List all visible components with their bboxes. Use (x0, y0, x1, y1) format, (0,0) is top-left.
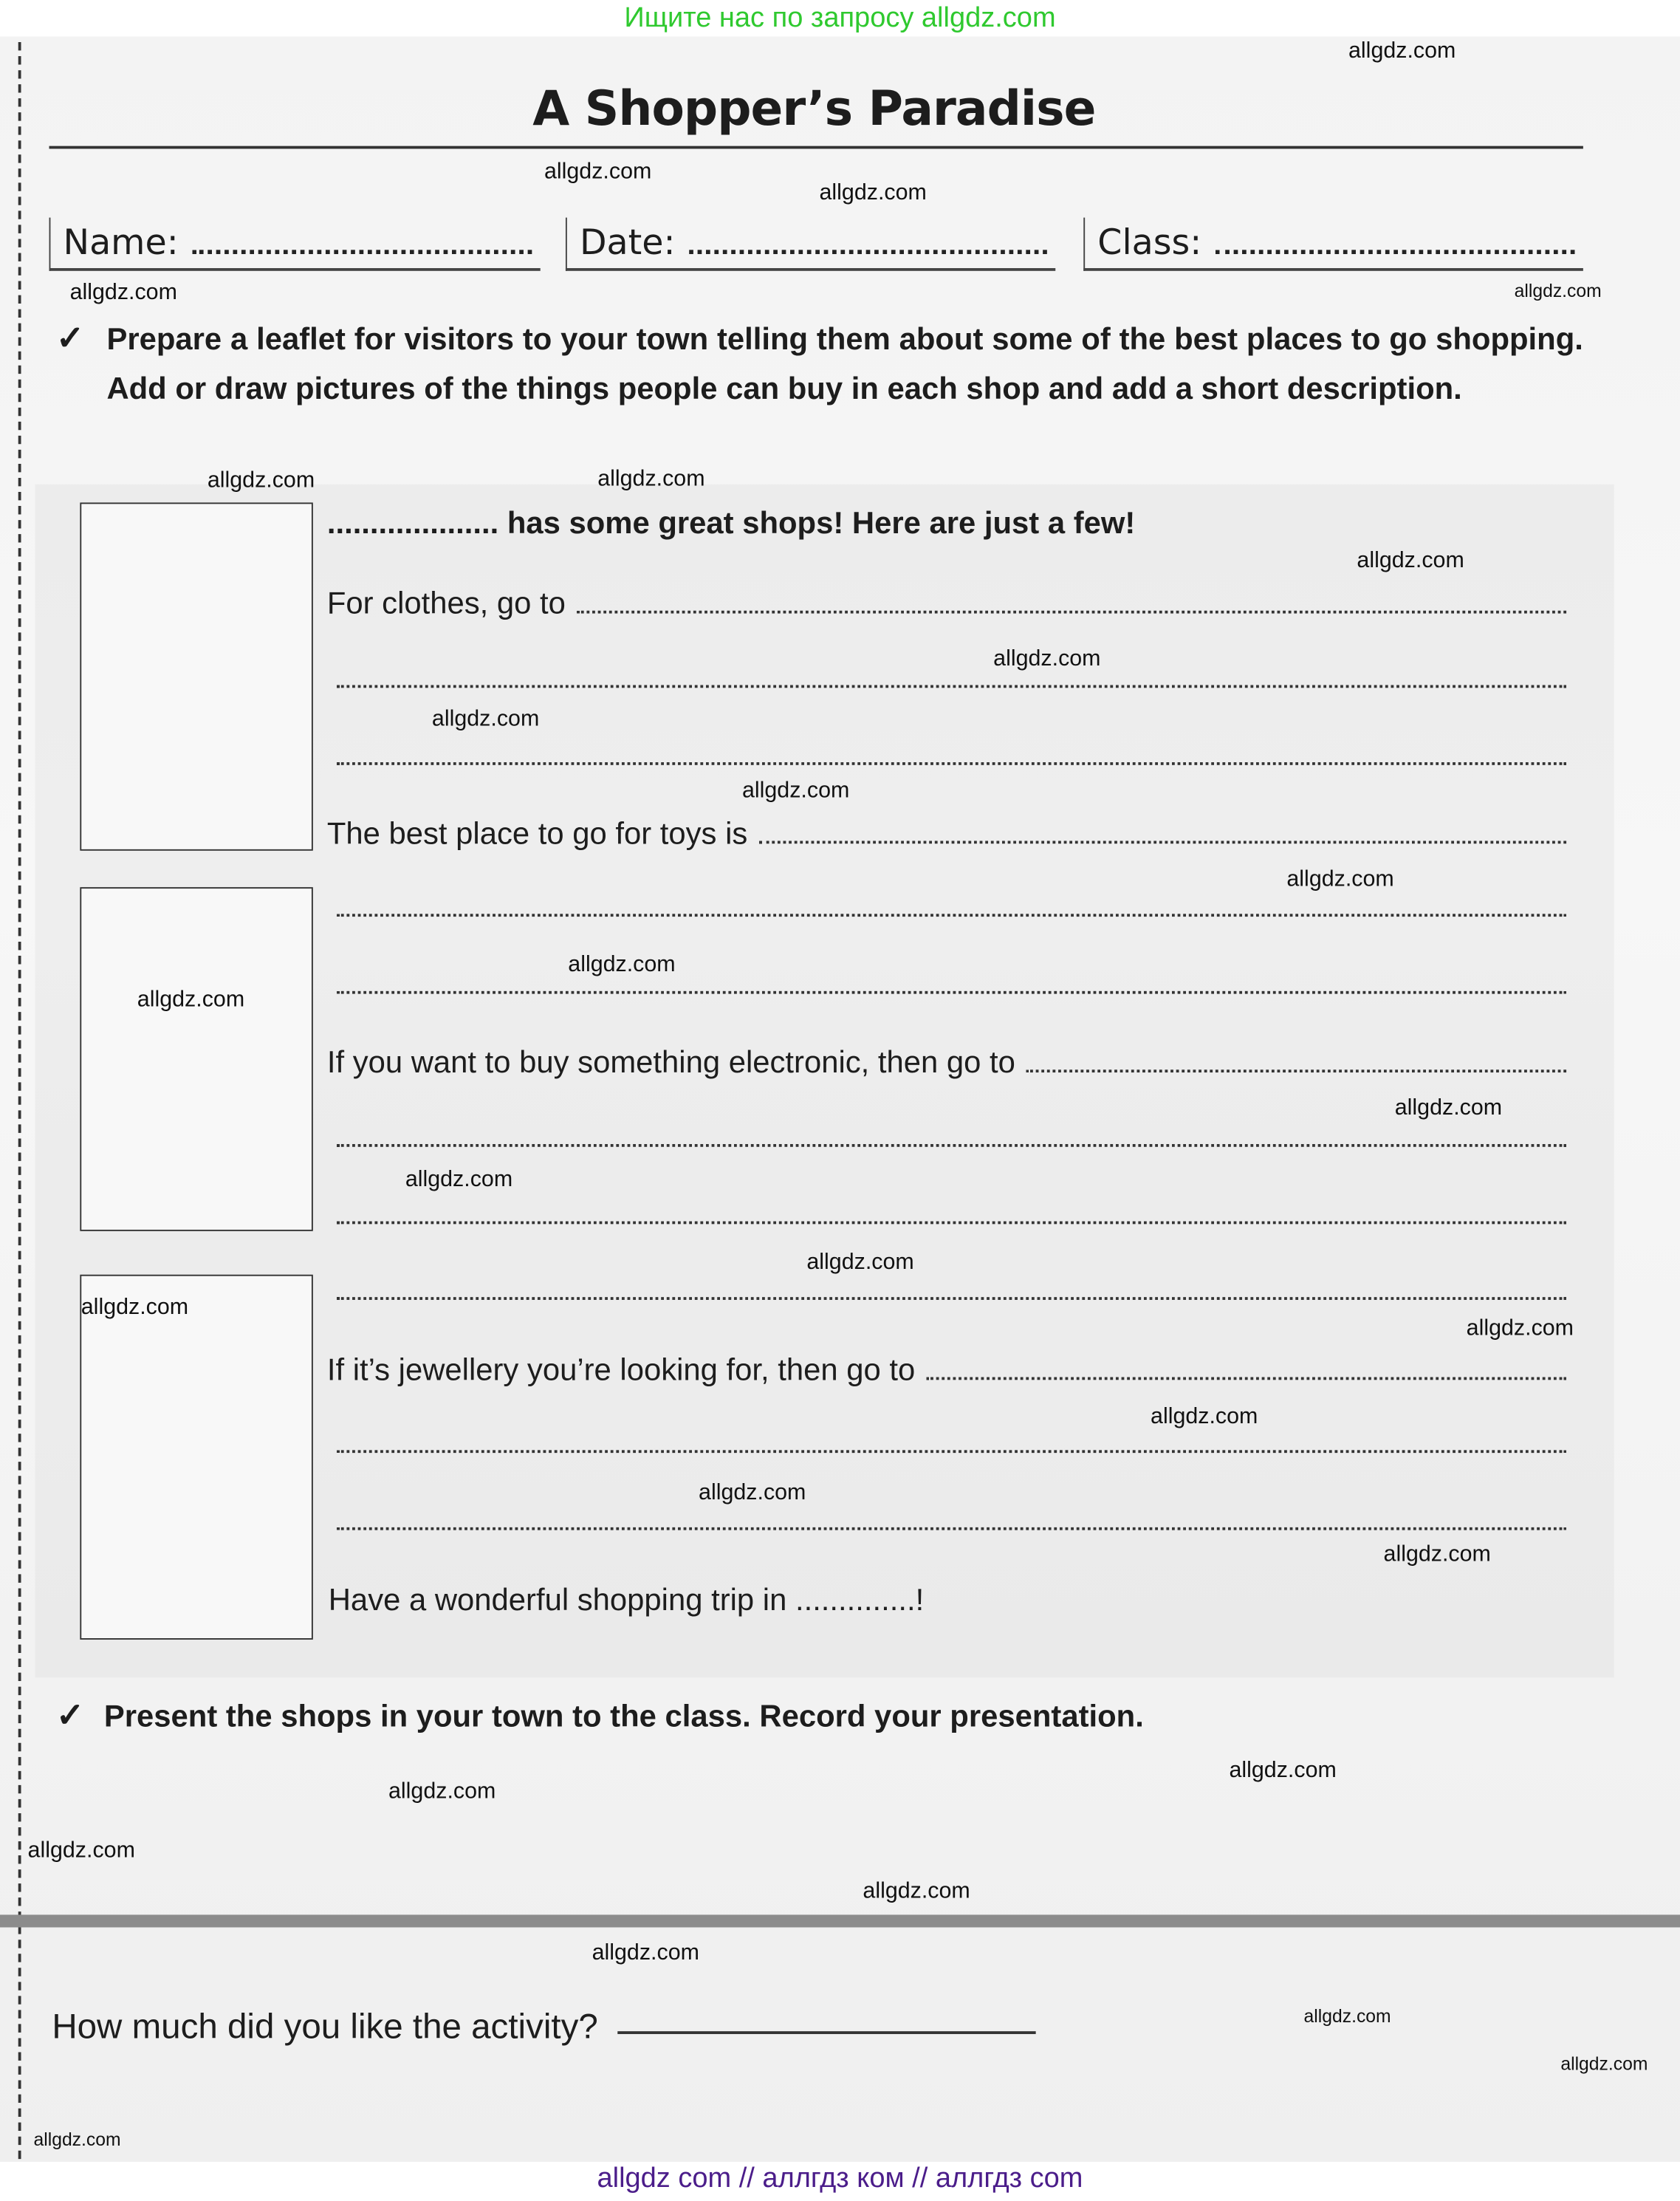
watermark: allgdz.com (33, 2129, 121, 2150)
watermark: allgdz.com (207, 468, 315, 493)
jewellery-blank[interactable] (926, 1377, 1566, 1380)
watermark: allgdz.com (568, 953, 676, 977)
watermark: allgdz.com (1348, 39, 1456, 64)
watermark: allgdz.com (405, 1168, 513, 1192)
watermark: allgdz.com (993, 647, 1101, 671)
watermark: allgdz.com (1303, 2005, 1391, 2027)
watermark: allgdz.com (1151, 1405, 1258, 1429)
electronic-blank[interactable] (1026, 1069, 1566, 1072)
present-text: Present the shops in your town to the class. Record your presentation. (103, 1698, 1144, 1734)
rating-text: How much did you like the activity? (52, 2007, 598, 2047)
toys-line[interactable] (327, 812, 1566, 852)
answer-line[interactable] (337, 1450, 1566, 1453)
clothes-line[interactable] (327, 583, 1566, 622)
watermark: allgdz.com (863, 1879, 970, 1904)
answer-line[interactable] (337, 991, 1566, 994)
watermark: allgdz.com (699, 1481, 806, 1505)
answer-line[interactable] (337, 685, 1566, 688)
watermark: allgdz.com (819, 181, 927, 205)
date-label: Date: (579, 222, 676, 263)
instruction (56, 315, 1583, 413)
electronic-prompt: If you want to buy something electronic, then go to (326, 1044, 1015, 1080)
name-blank[interactable] (193, 250, 532, 254)
watermark: allgdz.com (597, 467, 705, 492)
jewellery-line[interactable] (327, 1349, 1566, 1388)
watermark: allgdz.com (1560, 2053, 1648, 2075)
town-blank[interactable]: .................... (326, 505, 499, 541)
picture-box-3[interactable] (80, 1275, 312, 1640)
rating-question (52, 2007, 1035, 2048)
bottom-banner: allgdz com // аллгдз ком // аллгдз com (597, 2163, 1083, 2194)
check-icon: ✓ (56, 1697, 85, 1736)
watermark: allgdz.com (1514, 280, 1602, 301)
check-icon: ✓ (56, 320, 85, 358)
closing-text: Have a wonderful shopping trip in ..............! (328, 1581, 925, 1618)
instruction-text: Prepare a leaflet for visitors to your town telling them about some of the best places to go shopping. Add or draw pictures of the things people can buy in each shop and add a short description. (106, 321, 1583, 406)
section-divider (0, 1914, 1680, 1927)
watermark: allgdz.com (80, 1295, 189, 1320)
watermark: allgdz.com (1394, 1096, 1503, 1120)
answer-line[interactable] (337, 914, 1566, 917)
watermark: allgdz.com (69, 281, 177, 305)
date-field[interactable] (566, 218, 1055, 271)
watermark: allgdz.com (592, 1941, 699, 1965)
watermark: allgdz.com (544, 160, 652, 184)
watermark: allgdz.com (741, 778, 850, 804)
answer-line[interactable] (337, 1144, 1566, 1147)
watermark: allgdz.com (1286, 867, 1394, 891)
toys-prompt: The best place to go for toys is (326, 815, 748, 851)
cut-line (18, 42, 21, 2159)
clothes-blank[interactable] (577, 611, 1566, 614)
watermark: allgdz.com (27, 1838, 135, 1863)
closing-line (329, 1579, 924, 1618)
clothes-prompt: For clothes, go to (326, 585, 566, 621)
watermark: allgdz.com (1229, 1759, 1337, 1783)
jewellery-prompt: If it’s jewellery you’re looking for, then go to (326, 1352, 916, 1387)
name-field[interactable] (49, 218, 541, 271)
watermark: allgdz.com (1466, 1316, 1574, 1341)
watermark: allgdz.com (137, 988, 245, 1013)
watermark: allgdz.com (1357, 549, 1464, 573)
watermark: allgdz.com (1383, 1542, 1491, 1567)
picture-box-1[interactable] (80, 502, 312, 850)
watermark: allgdz.com (388, 1779, 496, 1804)
page-title: A Shopper’s Paradise (532, 81, 1096, 138)
title-divider (49, 146, 1583, 149)
class-blank[interactable] (1216, 250, 1574, 254)
class-label: Class: (1097, 222, 1202, 263)
rating-answer-line[interactable] (617, 2030, 1035, 2033)
date-blank[interactable] (690, 250, 1047, 254)
name-label: Name: (63, 222, 179, 263)
class-field[interactable] (1083, 218, 1583, 271)
answer-line[interactable] (337, 1297, 1566, 1300)
present-instruction (56, 1696, 1144, 1736)
leaflet-heading-text: has some great shops! Here are just a few! (507, 505, 1136, 541)
electronic-line[interactable] (327, 1041, 1566, 1081)
answer-line[interactable] (337, 762, 1566, 765)
watermark: allgdz.com (431, 707, 540, 732)
picture-box-2[interactable] (80, 887, 312, 1231)
leaflet-heading (327, 505, 1136, 541)
top-banner: Ищите нас по запросу allgdz.com (624, 2, 1056, 34)
toys-blank[interactable] (758, 841, 1566, 843)
answer-line[interactable] (337, 1222, 1566, 1225)
answer-line[interactable] (337, 1527, 1566, 1530)
watermark: allgdz.com (806, 1250, 914, 1275)
